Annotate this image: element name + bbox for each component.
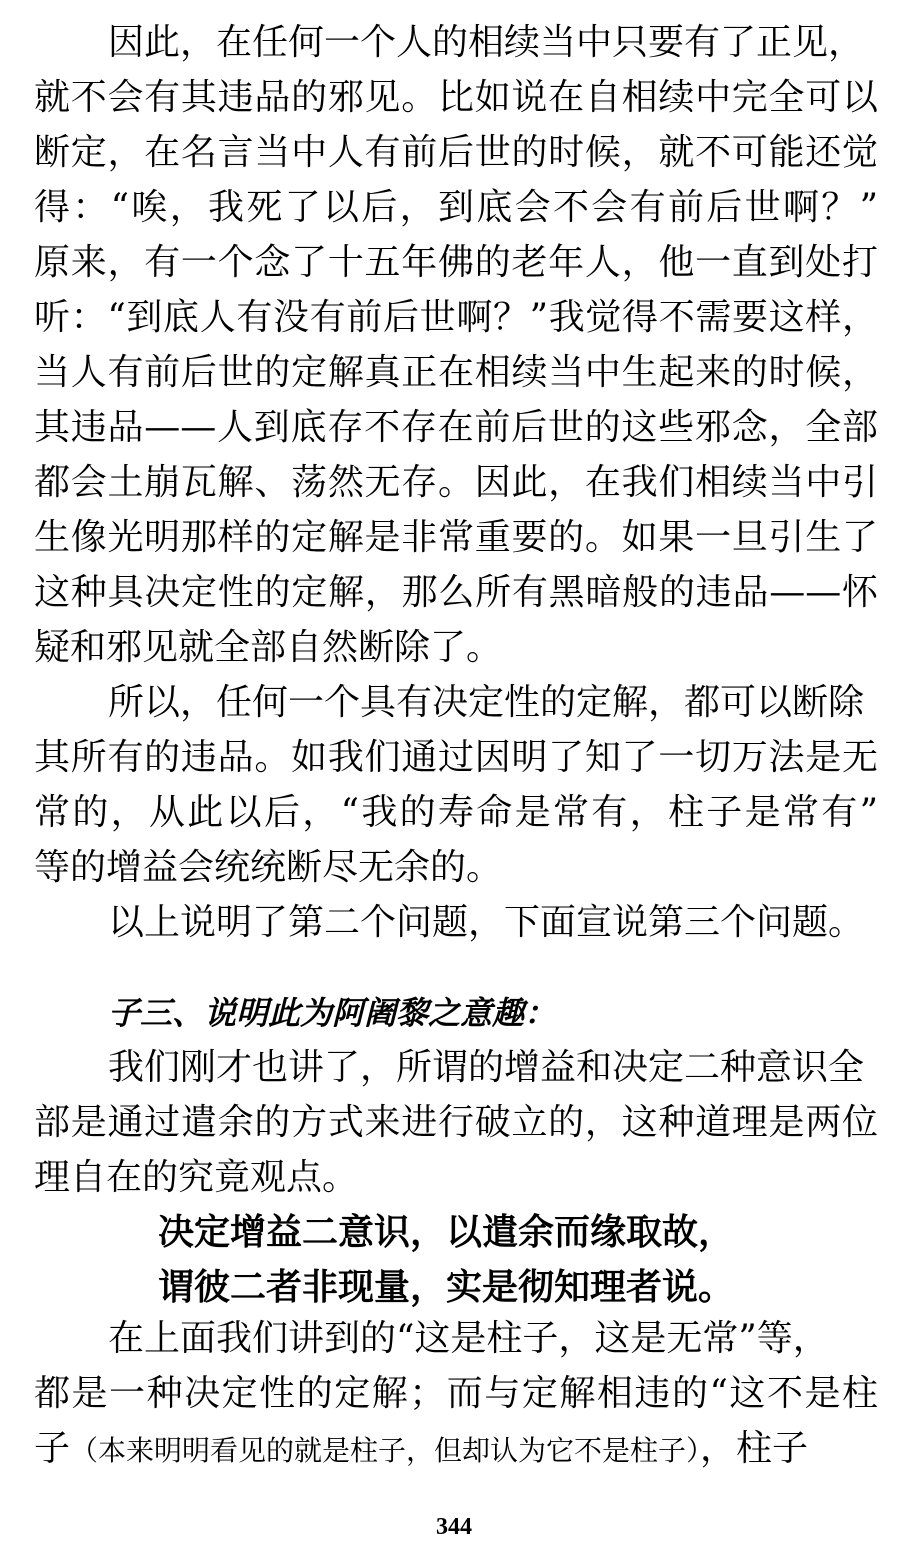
paragraph-1-line-12: 疑和邪见就全部自然断除了。 — [34, 627, 503, 668]
paragraph-1-line-8: 其违品——人到底存不存在前后世的这些邪念，全部 — [34, 407, 878, 448]
verse-line-1: 决定增益二意识，以遣余而缘取故， — [158, 1212, 735, 1253]
paragraph-4-line-1: 我们刚才也讲了，所谓的增益和决定二种意识全 — [108, 1047, 865, 1088]
paragraph-4-line-3: 理自在的究竟观点。 — [34, 1157, 359, 1198]
paragraph-1-line-9: 都会土崩瓦解、荡然无存。因此，在我们相续当中引 — [34, 462, 878, 503]
paragraph-4-line-2: 部是通过遣余的方式来进行破立的，这种道理是两位 — [34, 1102, 878, 1143]
paragraph-1-line-7: 当人有前后世的定解真正在相续当中生起来的时候， — [34, 352, 878, 393]
paragraph-1-line-1: 因此，在任何一个人的相续当中只要有了正见， — [108, 22, 865, 63]
paragraph-3-line-1: 以上说明了第二个问题，下面宣说第三个问题。 — [108, 902, 865, 943]
paragraph-1-line-3: 断定，在名言当中人有前后世的时候，就不可能还觉 — [34, 132, 878, 173]
paragraph-1-line-5: 原来，有一个念了十五年佛的老年人，他一直到处打 — [34, 242, 878, 283]
paragraph-1-line-10: 生像光明那样的定解是非常重要的。如果一旦引生了 — [34, 517, 878, 558]
paragraph-2-line-2: 其所有的违品。如我们通过因明了知了一切万法是无 — [34, 737, 878, 778]
paragraph-2-line-1: 所以，任何一个具有决定性的定解，都可以断除 — [108, 682, 865, 723]
paragraph-1-line-11: 这种具决定性的定解，那么所有黑暗般的违品——怀 — [34, 572, 878, 613]
paragraph-1-line-6: 听：“到底人有没有前后世啊？”我觉得不需要这样， — [34, 297, 878, 338]
verse-line-2: 谓彼二者非现量，实是彻知理者说。 — [158, 1267, 735, 1308]
paragraph-1-line-2: 就不会有其违品的邪见。比如说在自相续中完全可以 — [34, 77, 878, 118]
paragraph-2-line-3: 常的，从此以后，“我的寿命是常有，柱子是常有” — [34, 792, 878, 833]
paragraph-5-line-2: 都是一种决定性的定解；而与定解相违的“这不是柱 — [34, 1373, 878, 1414]
paragraph-5-line-3 — [34, 1424, 878, 1474]
line-end-text: ，柱子 — [700, 1428, 809, 1469]
section-heading: 子三、说明此为阿阇黎之意趣： — [108, 994, 557, 1032]
paragraph-2-line-4: 等的增益会统统断尽无余的。 — [34, 847, 503, 888]
paragraph-5-line-1: 在上面我们讲到的“这是柱子，这是无常”等， — [108, 1318, 829, 1359]
line-start-text: 子 — [34, 1428, 71, 1469]
page-number: 344 — [436, 1514, 472, 1540]
paragraph-1-line-4: 得：“唉，我死了以后，到底会不会有前后世啊？” — [34, 187, 878, 228]
parenthetical-note: （本来明明看见的就是柱子，但却认为它不是柱子） — [70, 1434, 701, 1467]
